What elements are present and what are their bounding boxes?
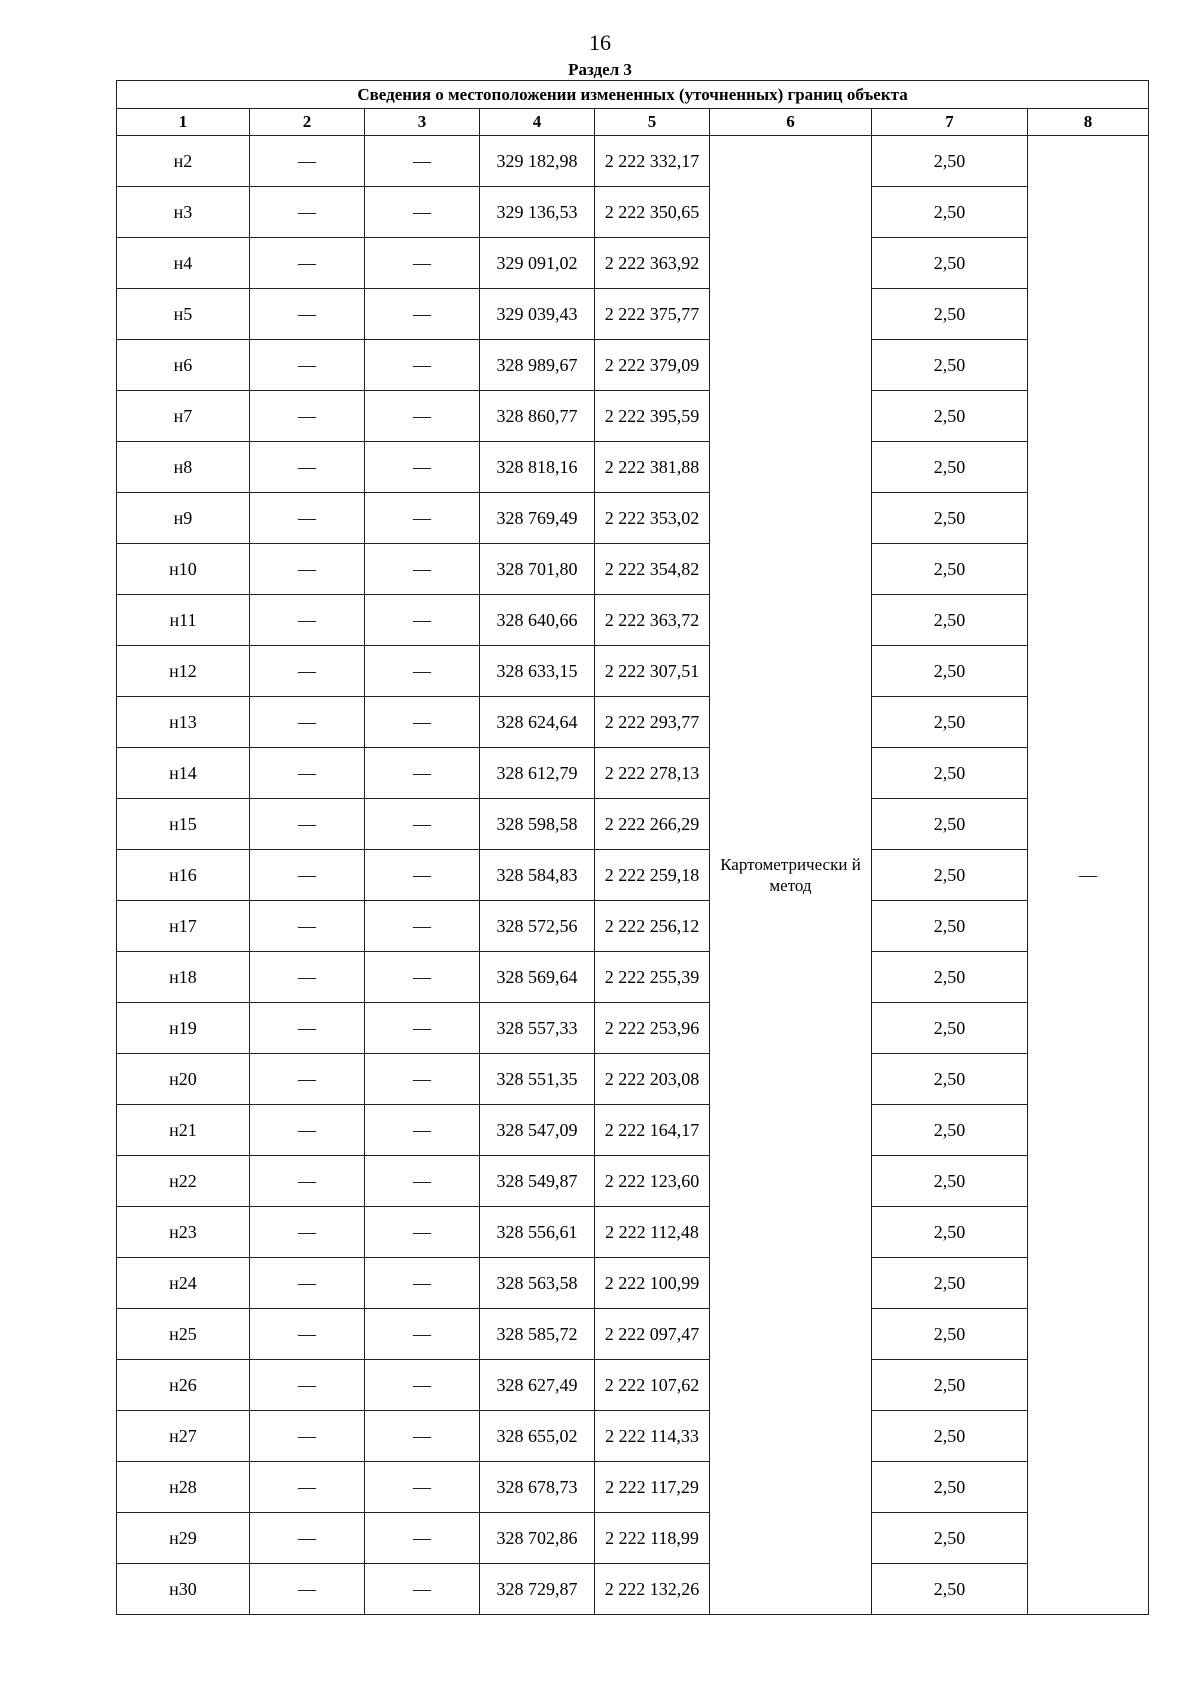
- accuracy-cell: 2,50: [872, 646, 1028, 697]
- accuracy-cell: 2,50: [872, 1258, 1028, 1309]
- point-cell: н19: [117, 1003, 250, 1054]
- col3-cell: —: [365, 1411, 480, 1462]
- col2-cell: —: [250, 1105, 365, 1156]
- col3-cell: —: [365, 1003, 480, 1054]
- col3-cell: —: [365, 340, 480, 391]
- y-coordinate-cell: 2 222 112,48: [595, 1207, 710, 1258]
- y-coordinate-cell: 2 222 259,18: [595, 850, 710, 901]
- accuracy-cell: 2,50: [872, 697, 1028, 748]
- table-row: [117, 1156, 1149, 1207]
- col3-cell: —: [365, 187, 480, 238]
- point-cell: н10: [117, 544, 250, 595]
- col2-cell: —: [250, 1513, 365, 1564]
- y-coordinate-cell: 2 222 307,51: [595, 646, 710, 697]
- col3-cell: —: [365, 136, 480, 187]
- table-row: [117, 595, 1149, 646]
- accuracy-cell: 2,50: [872, 1156, 1028, 1207]
- x-coordinate-cell: 328 556,61: [480, 1207, 595, 1258]
- accuracy-cell: 2,50: [872, 442, 1028, 493]
- y-coordinate-cell: 2 222 395,59: [595, 391, 710, 442]
- col3-cell: —: [365, 1105, 480, 1156]
- x-coordinate-cell: 328 549,87: [480, 1156, 595, 1207]
- table-row: [117, 136, 1149, 187]
- y-coordinate-cell: 2 222 132,26: [595, 1564, 710, 1615]
- y-coordinate-cell: 2 222 363,92: [595, 238, 710, 289]
- col3-cell: —: [365, 391, 480, 442]
- accuracy-cell: 2,50: [872, 1462, 1028, 1513]
- y-coordinate-cell: 2 222 117,29: [595, 1462, 710, 1513]
- column-number: 2: [250, 109, 365, 136]
- table-row: [117, 748, 1149, 799]
- x-coordinate-cell: 328 678,73: [480, 1462, 595, 1513]
- col2-cell: —: [250, 595, 365, 646]
- col2-cell: —: [250, 748, 365, 799]
- col2-cell: —: [250, 1207, 365, 1258]
- col3-cell: —: [365, 901, 480, 952]
- table-row: [117, 697, 1149, 748]
- point-cell: н12: [117, 646, 250, 697]
- x-coordinate-cell: 328 563,58: [480, 1258, 595, 1309]
- x-coordinate-cell: 329 136,53: [480, 187, 595, 238]
- accuracy-cell: 2,50: [872, 136, 1028, 187]
- col3-cell: —: [365, 1360, 480, 1411]
- accuracy-cell: 2,50: [872, 748, 1028, 799]
- table-row: [117, 442, 1149, 493]
- x-coordinate-cell: 328 584,83: [480, 850, 595, 901]
- point-cell: н21: [117, 1105, 250, 1156]
- x-coordinate-cell: 328 769,49: [480, 493, 595, 544]
- col3-cell: —: [365, 442, 480, 493]
- column-number: 1: [117, 109, 250, 136]
- col3-cell: —: [365, 799, 480, 850]
- point-cell: н13: [117, 697, 250, 748]
- table-row: [117, 187, 1149, 238]
- x-coordinate-cell: 328 569,64: [480, 952, 595, 1003]
- table-row: [117, 952, 1149, 1003]
- y-coordinate-cell: 2 222 354,82: [595, 544, 710, 595]
- accuracy-cell: 2,50: [872, 391, 1028, 442]
- accuracy-cell: 2,50: [872, 799, 1028, 850]
- accuracy-cell: 2,50: [872, 1309, 1028, 1360]
- table-row: [117, 1564, 1149, 1615]
- col3-cell: —: [365, 1054, 480, 1105]
- col3-cell: —: [365, 493, 480, 544]
- accuracy-cell: 2,50: [872, 1513, 1028, 1564]
- col2-cell: —: [250, 493, 365, 544]
- y-coordinate-cell: 2 222 164,17: [595, 1105, 710, 1156]
- col2-cell: —: [250, 952, 365, 1003]
- y-coordinate-cell: 2 222 332,17: [595, 136, 710, 187]
- point-cell: н27: [117, 1411, 250, 1462]
- col3-cell: —: [365, 748, 480, 799]
- col2-cell: —: [250, 799, 365, 850]
- point-cell: н5: [117, 289, 250, 340]
- point-cell: н11: [117, 595, 250, 646]
- point-cell: н17: [117, 901, 250, 952]
- x-coordinate-cell: 328 585,72: [480, 1309, 595, 1360]
- section-title: Раздел 3: [568, 60, 632, 79]
- point-cell: н29: [117, 1513, 250, 1564]
- accuracy-cell: 2,50: [872, 238, 1028, 289]
- column-number: 5: [595, 109, 710, 136]
- y-coordinate-cell: 2 222 255,39: [595, 952, 710, 1003]
- col2-cell: —: [250, 289, 365, 340]
- x-coordinate-cell: 328 627,49: [480, 1360, 595, 1411]
- x-coordinate-cell: 328 860,77: [480, 391, 595, 442]
- column-number: 7: [872, 109, 1028, 136]
- accuracy-cell: 2,50: [872, 1207, 1028, 1258]
- accuracy-cell: 2,50: [872, 493, 1028, 544]
- x-coordinate-cell: 328 557,33: [480, 1003, 595, 1054]
- col3-cell: —: [365, 544, 480, 595]
- y-coordinate-cell: 2 222 256,12: [595, 901, 710, 952]
- y-coordinate-cell: 2 222 278,13: [595, 748, 710, 799]
- point-cell: н2: [117, 136, 250, 187]
- table-row: [117, 340, 1149, 391]
- boundary-coordinates-table: [116, 80, 1149, 1615]
- point-cell: н9: [117, 493, 250, 544]
- col2-cell: —: [250, 1462, 365, 1513]
- col2-cell: —: [250, 1003, 365, 1054]
- column-number-row: [117, 109, 1149, 136]
- accuracy-cell: 2,50: [872, 289, 1028, 340]
- col2-cell: —: [250, 391, 365, 442]
- table-row: [117, 1411, 1149, 1462]
- table-row: [117, 901, 1149, 952]
- accuracy-cell: 2,50: [872, 1360, 1028, 1411]
- col2-cell: —: [250, 1360, 365, 1411]
- x-coordinate-cell: 328 598,58: [480, 799, 595, 850]
- column-number: 8: [1028, 109, 1149, 136]
- accuracy-cell: 2,50: [872, 1003, 1028, 1054]
- table-row: [117, 799, 1149, 850]
- column-number: 4: [480, 109, 595, 136]
- y-coordinate-cell: 2 222 350,65: [595, 187, 710, 238]
- col2-cell: —: [250, 1258, 365, 1309]
- table-row: [117, 1054, 1149, 1105]
- table-row: [117, 391, 1149, 442]
- y-coordinate-cell: 2 222 097,47: [595, 1309, 710, 1360]
- table-row: [117, 544, 1149, 595]
- point-cell: н6: [117, 340, 250, 391]
- col2-cell: —: [250, 340, 365, 391]
- col2-cell: —: [250, 238, 365, 289]
- page-number: 16: [589, 30, 611, 55]
- col3-cell: —: [365, 1156, 480, 1207]
- y-coordinate-cell: 2 222 107,62: [595, 1360, 710, 1411]
- x-coordinate-cell: 328 612,79: [480, 748, 595, 799]
- col2-cell: —: [250, 442, 365, 493]
- x-coordinate-cell: 329 039,43: [480, 289, 595, 340]
- accuracy-cell: 2,50: [872, 340, 1028, 391]
- point-cell: н3: [117, 187, 250, 238]
- table-row: [117, 1309, 1149, 1360]
- col8-cell: —: [1028, 136, 1149, 1615]
- point-cell: н25: [117, 1309, 250, 1360]
- col3-cell: —: [365, 952, 480, 1003]
- table-row: [117, 1258, 1149, 1309]
- accuracy-cell: 2,50: [872, 850, 1028, 901]
- col2-cell: —: [250, 1054, 365, 1105]
- point-cell: н15: [117, 799, 250, 850]
- accuracy-cell: 2,50: [872, 1054, 1028, 1105]
- x-coordinate-cell: 328 729,87: [480, 1564, 595, 1615]
- point-cell: н22: [117, 1156, 250, 1207]
- y-coordinate-cell: 2 222 118,99: [595, 1513, 710, 1564]
- table-row: [117, 1207, 1149, 1258]
- y-coordinate-cell: 2 222 253,96: [595, 1003, 710, 1054]
- accuracy-cell: 2,50: [872, 544, 1028, 595]
- point-cell: н30: [117, 1564, 250, 1615]
- x-coordinate-cell: 328 633,15: [480, 646, 595, 697]
- accuracy-cell: 2,50: [872, 187, 1028, 238]
- table-row: [117, 1003, 1149, 1054]
- x-coordinate-cell: 328 624,64: [480, 697, 595, 748]
- x-coordinate-cell: 328 655,02: [480, 1411, 595, 1462]
- col3-cell: —: [365, 646, 480, 697]
- x-coordinate-cell: 328 701,80: [480, 544, 595, 595]
- col3-cell: —: [365, 238, 480, 289]
- method-cell: Картометрически й метод: [710, 136, 872, 1615]
- y-coordinate-cell: 2 222 381,88: [595, 442, 710, 493]
- y-coordinate-cell: 2 222 375,77: [595, 289, 710, 340]
- accuracy-cell: 2,50: [872, 901, 1028, 952]
- col3-cell: —: [365, 850, 480, 901]
- x-coordinate-cell: 329 091,02: [480, 238, 595, 289]
- col3-cell: —: [365, 289, 480, 340]
- point-cell: н7: [117, 391, 250, 442]
- x-coordinate-cell: 328 818,16: [480, 442, 595, 493]
- x-coordinate-cell: 328 640,66: [480, 595, 595, 646]
- accuracy-cell: 2,50: [872, 1564, 1028, 1615]
- y-coordinate-cell: 2 222 363,72: [595, 595, 710, 646]
- col3-cell: —: [365, 1309, 480, 1360]
- table-row: [117, 238, 1149, 289]
- accuracy-cell: 2,50: [872, 1411, 1028, 1462]
- y-coordinate-cell: 2 222 123,60: [595, 1156, 710, 1207]
- table-row: [117, 1105, 1149, 1156]
- table-row: [117, 1360, 1149, 1411]
- col2-cell: —: [250, 544, 365, 595]
- y-coordinate-cell: 2 222 353,02: [595, 493, 710, 544]
- col2-cell: —: [250, 901, 365, 952]
- table-row: [117, 850, 1149, 901]
- col3-cell: —: [365, 1564, 480, 1615]
- point-cell: н4: [117, 238, 250, 289]
- accuracy-cell: 2,50: [872, 595, 1028, 646]
- col2-cell: —: [250, 1309, 365, 1360]
- table-row: [117, 1513, 1149, 1564]
- x-coordinate-cell: 328 551,35: [480, 1054, 595, 1105]
- point-cell: н23: [117, 1207, 250, 1258]
- col2-cell: —: [250, 1411, 365, 1462]
- point-cell: н16: [117, 850, 250, 901]
- point-cell: н18: [117, 952, 250, 1003]
- point-cell: н8: [117, 442, 250, 493]
- col3-cell: —: [365, 1207, 480, 1258]
- table-caption: Сведения о местоположении измененных (уточненных) границ объекта: [117, 81, 1149, 109]
- x-coordinate-cell: 329 182,98: [480, 136, 595, 187]
- point-cell: н28: [117, 1462, 250, 1513]
- table-row: [117, 289, 1149, 340]
- col3-cell: —: [365, 1462, 480, 1513]
- accuracy-cell: 2,50: [872, 1105, 1028, 1156]
- table-row: [117, 493, 1149, 544]
- column-number: 3: [365, 109, 480, 136]
- x-coordinate-cell: 328 547,09: [480, 1105, 595, 1156]
- col2-cell: —: [250, 850, 365, 901]
- y-coordinate-cell: 2 222 379,09: [595, 340, 710, 391]
- col2-cell: —: [250, 1564, 365, 1615]
- y-coordinate-cell: 2 222 266,29: [595, 799, 710, 850]
- point-cell: н26: [117, 1360, 250, 1411]
- col2-cell: —: [250, 1156, 365, 1207]
- y-coordinate-cell: 2 222 114,33: [595, 1411, 710, 1462]
- x-coordinate-cell: 328 989,67: [480, 340, 595, 391]
- col3-cell: —: [365, 697, 480, 748]
- col3-cell: —: [365, 1258, 480, 1309]
- column-number: 6: [710, 109, 872, 136]
- col2-cell: —: [250, 697, 365, 748]
- y-coordinate-cell: 2 222 203,08: [595, 1054, 710, 1105]
- table-row: [117, 646, 1149, 697]
- x-coordinate-cell: 328 572,56: [480, 901, 595, 952]
- point-cell: н20: [117, 1054, 250, 1105]
- col3-cell: —: [365, 1513, 480, 1564]
- col2-cell: —: [250, 187, 365, 238]
- point-cell: н14: [117, 748, 250, 799]
- accuracy-cell: 2,50: [872, 952, 1028, 1003]
- y-coordinate-cell: 2 222 293,77: [595, 697, 710, 748]
- x-coordinate-cell: 328 702,86: [480, 1513, 595, 1564]
- point-cell: н24: [117, 1258, 250, 1309]
- y-coordinate-cell: 2 222 100,99: [595, 1258, 710, 1309]
- col2-cell: —: [250, 646, 365, 697]
- col3-cell: —: [365, 595, 480, 646]
- col2-cell: —: [250, 136, 365, 187]
- table-row: [117, 1462, 1149, 1513]
